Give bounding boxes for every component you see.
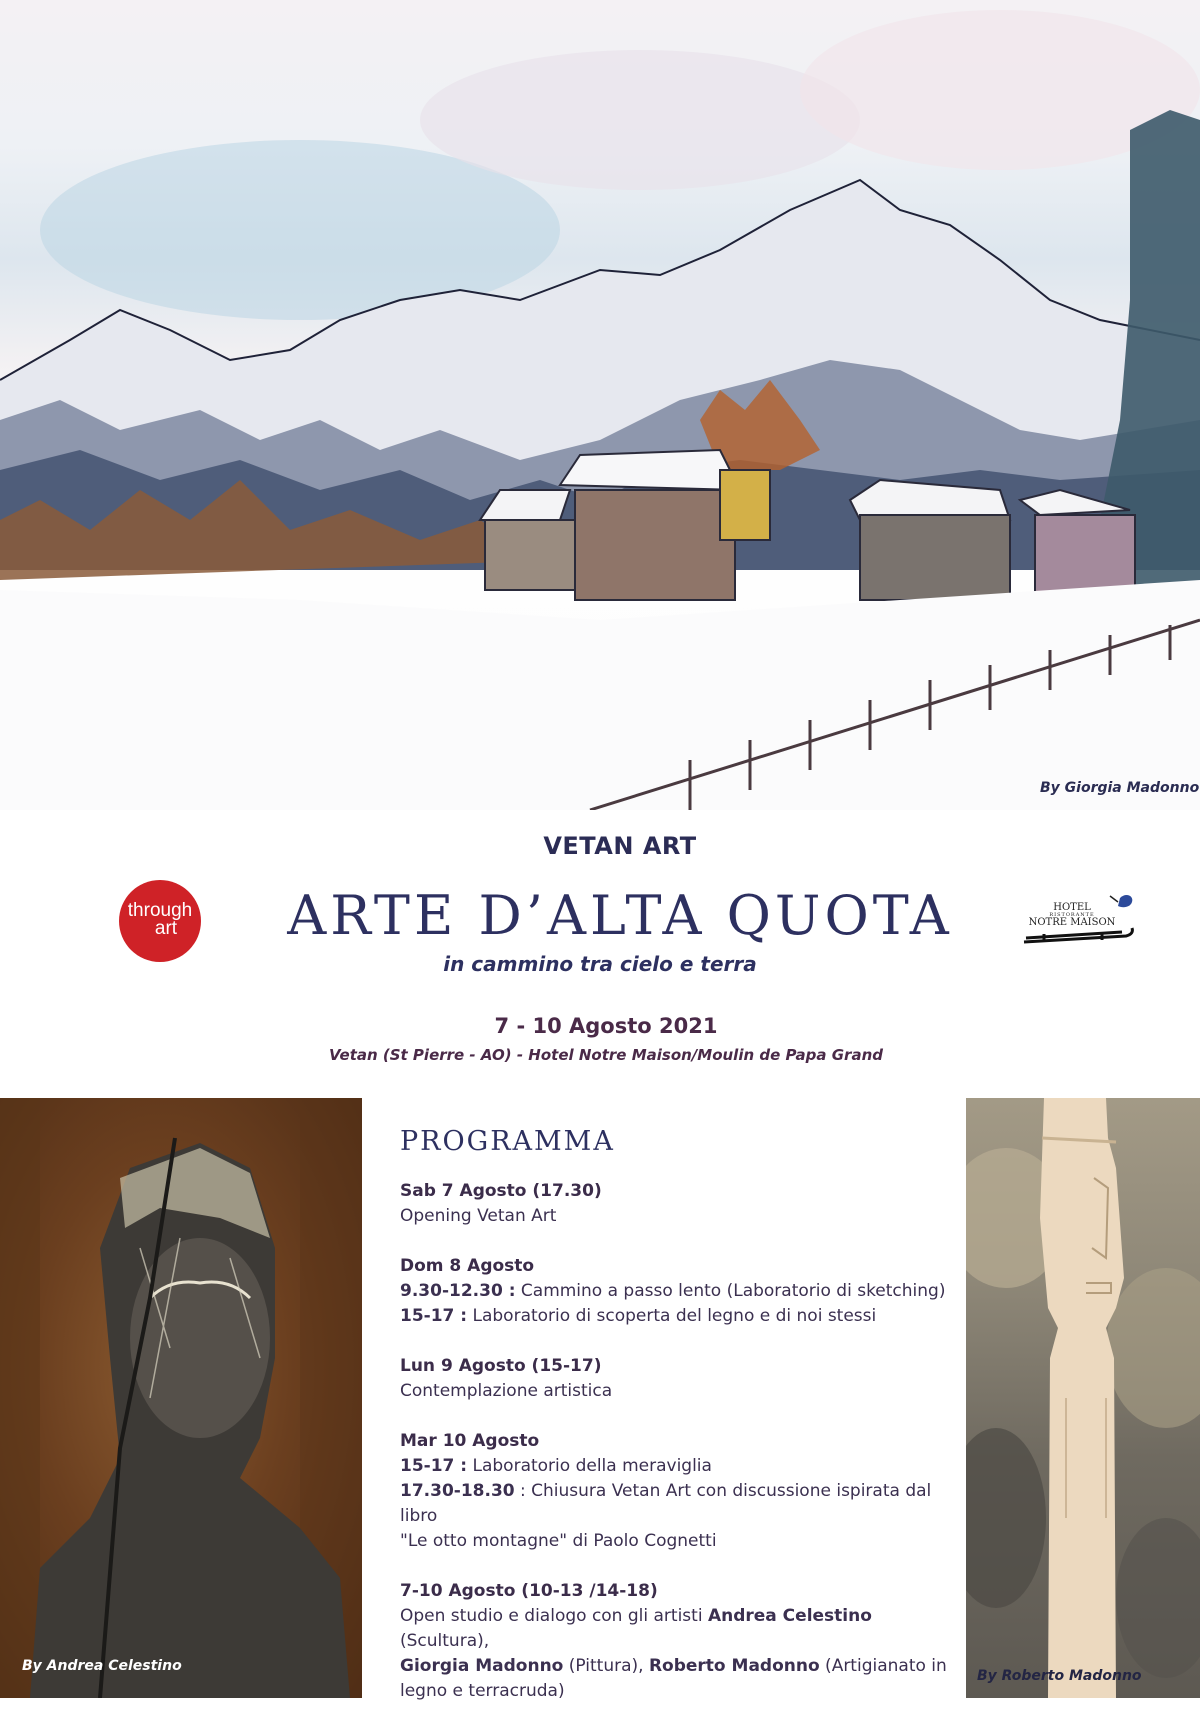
wood-carving-credit: By Roberto Madonno xyxy=(977,1668,1142,1684)
day-activity: Contemplazione artistica xyxy=(400,1381,613,1401)
activity-time: 9.30-12.30 : xyxy=(400,1281,516,1301)
hero-painting xyxy=(0,0,1200,810)
activity-text: Laboratorio di scoperta del legno e di noi stessi xyxy=(467,1306,877,1326)
hotel-logo-line-1: HOTEL xyxy=(1053,902,1091,913)
day-heading: Dom 8 Agosto xyxy=(400,1256,535,1276)
hotel-logo-line-3: NOTRE MAISON xyxy=(1028,917,1116,928)
event-dates: 7 - 10 Agosto 2021 xyxy=(494,1014,718,1038)
program-day xyxy=(400,1579,960,1704)
activity-text: Laboratorio della meraviglia xyxy=(467,1456,712,1476)
program-day xyxy=(400,1254,960,1329)
book-title: "Le otto montagne" di Paolo Cognetti xyxy=(400,1531,717,1551)
activity-time: 15-17 : xyxy=(400,1456,468,1476)
day-heading: 7-10 Agosto (10-13 /14-18) xyxy=(400,1581,658,1601)
day-activity xyxy=(400,1479,960,1504)
painting-credit: By Giorgia Madonno xyxy=(1040,780,1200,796)
day-activity: Opening Vetan Art xyxy=(400,1206,557,1226)
program-day xyxy=(400,1179,960,1229)
day-activity xyxy=(400,1279,960,1304)
event-kicker: VETAN ART xyxy=(543,832,697,860)
event-subtitle: in cammino tra cielo e terra xyxy=(443,952,757,976)
program-day xyxy=(400,1429,960,1554)
artist-name: Roberto Madonno xyxy=(648,1656,820,1676)
activity-time: 17.30-18.30 xyxy=(400,1481,515,1501)
artist-role: (Pittura), xyxy=(563,1656,649,1676)
program-title: PROGRAMMA xyxy=(400,1126,615,1157)
artist-name: Giorgia Madonno xyxy=(400,1656,564,1676)
day-heading: Lun 9 Agosto (15-17) xyxy=(400,1356,602,1376)
day-activity xyxy=(400,1454,960,1479)
hotel-logo-line-2: RISTORANTE xyxy=(1049,912,1095,918)
day-activity-cont: libro xyxy=(400,1506,438,1526)
logo-line-2: art xyxy=(154,918,178,939)
artist-role: (Artigianato in xyxy=(819,1656,947,1676)
day-heading: Mar 10 Agosto xyxy=(400,1431,540,1451)
day-activity xyxy=(400,1604,960,1654)
sculpture-photo xyxy=(0,1098,362,1698)
program-section xyxy=(400,1126,960,1729)
event-title: ARTE D’ALTA QUOTA xyxy=(287,884,953,947)
mountain-landscape-illustration xyxy=(0,0,1200,810)
sculpture-credit: By Andrea Celestino xyxy=(22,1658,182,1674)
artist-role: (Scultura), xyxy=(400,1631,490,1651)
activity-time: 15-17 : xyxy=(400,1306,468,1326)
day-activity xyxy=(400,1654,960,1679)
logo-line-1: through xyxy=(127,900,193,921)
event-location: Vetan (St Pierre - AO) - Hotel Notre Maison/Moulin de Papa Grand xyxy=(329,1046,883,1064)
activity-text: Cammino a passo lento (Laboratorio di sketching) xyxy=(515,1281,946,1301)
day-activity xyxy=(400,1304,960,1329)
day-activity-cont: legno e terracruda) xyxy=(400,1681,565,1701)
wooden-figure-illustration xyxy=(966,1098,1200,1698)
program-day xyxy=(400,1354,960,1404)
wood-carving-photo xyxy=(966,1098,1200,1698)
hotel-notre-maison-logo xyxy=(1022,888,1137,950)
bust-sculpture-illustration xyxy=(0,1098,362,1698)
activity-text: Open studio e dialogo con gli artisti xyxy=(400,1606,708,1626)
artist-name: Andrea Celestino xyxy=(707,1606,872,1626)
day-heading: Sab 7 Agosto (17.30) xyxy=(400,1181,602,1201)
activity-text: : Chiusura Vetan Art con discussione ispirata dal xyxy=(514,1481,932,1501)
